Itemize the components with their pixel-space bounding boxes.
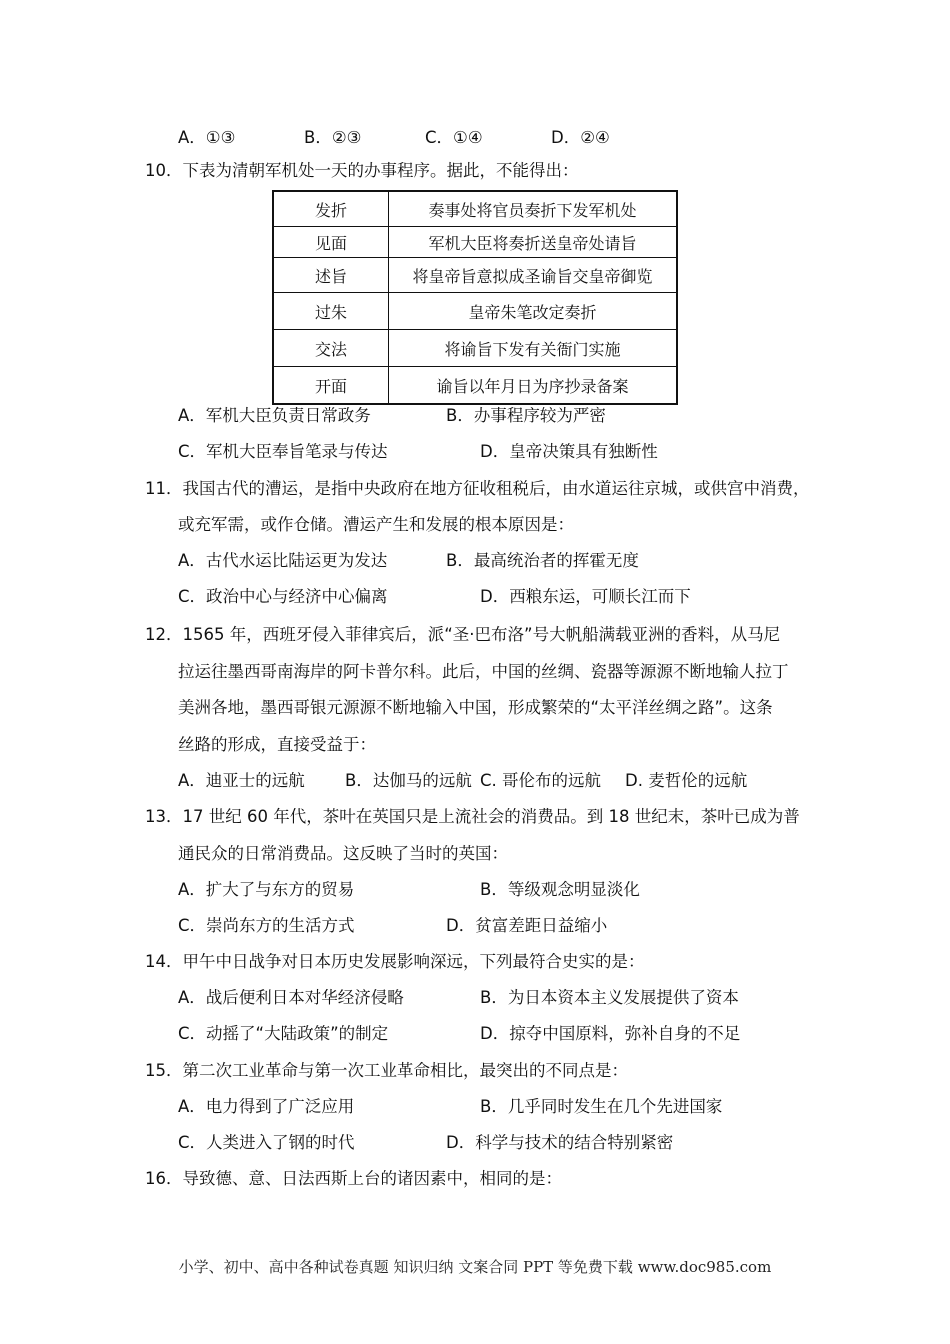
q13-option-c: C．崇尚东方的生活方式 [178,916,355,935]
q14-stem: 14．甲午中日战争对日本历史发展影响深远，下列最符合史实的是： [145,952,645,971]
table-cell: 将谕旨下发有关衙门实施 [389,330,678,367]
q9-option-a: A．①③ [178,128,236,147]
q14-option-c: C．动摇了“大陆政策”的制定 [178,1024,389,1043]
q12-option-a: A．迪亚士的远航 [178,771,305,790]
q11-stem-line-2: 或充军需，或作仓储。漕运产生和发展的根本原因是： [178,515,574,534]
procedure-table [272,190,678,405]
page-footer: 小学、初中、高中各种试卷真题 知识归纳 文案合同 PPT 等免费下载 www.doc985.com [178,1258,772,1276]
q12-option-d: D. 麦哲伦的远航 [625,771,748,790]
q14-option-a: A．战后便利日本对华经济侵略 [178,988,404,1007]
table-row [273,367,677,405]
q10-option-c: C．军机大臣奉旨笔录与传达 [178,442,388,461]
table-cell: 过朱 [273,293,389,330]
q15-stem: 15．第二次工业革命与第一次工业革命相比，最突出的不同点是： [145,1061,628,1080]
q12-stem-line-1: 12．1565 年，西班牙侵入菲律宾后，派“圣·巴布洛”号大帆船满载亚洲的香料，从马尼 [145,625,781,644]
q12-option-c: C. 哥伦布的远航 [480,771,602,790]
table-cell: 见面 [273,227,389,258]
q10-stem: 10．下表为清朝军机处一天的办事程序。据此，不能得出： [145,161,579,180]
q11-option-a: A．古代水运比陆运更为发达 [178,551,388,570]
q13-option-d: D．贫富差距日益缩小 [446,916,608,935]
table-cell: 交法 [273,330,389,367]
q15-option-a: A．电力得到了广泛应用 [178,1097,355,1116]
table-cell: 军机大臣将奏折送皇帝处请旨 [389,227,678,258]
q13-option-b: B．等级观念明显淡化 [480,880,640,899]
table-row [273,293,677,330]
q11-option-b: B．最高统治者的挥霍无度 [446,551,639,570]
q15-option-b: B．几乎同时发生在几个先进国家 [480,1097,723,1116]
table-cell: 奏事处将官员奏折下发军机处 [389,191,678,227]
q12-option-b: B．达伽马的远航 [345,771,472,790]
table-cell: 皇帝朱笔改定奏折 [389,293,678,330]
table-cell: 开面 [273,367,389,405]
q11-option-d: D．西粮东运，可顺长江而下 [480,587,691,606]
q10-option-d: D．皇帝决策具有独断性 [480,442,658,461]
table-cell: 谕旨以年月日为序抄录备案 [389,367,678,405]
q14-option-b: B．为日本资本主义发展提供了资本 [480,988,739,1007]
q16-stem: 16．导致德、意、日法西斯上台的诸因素中，相同的是： [145,1169,562,1188]
q13-stem-line-2: 通民众的日常消费品。这反映了当时的英国： [178,844,508,863]
q10-option-a: A．军机大臣负责日常政务 [178,406,371,425]
q9-option-d: D．②④ [551,128,610,147]
q9-option-b: B．②③ [304,128,362,147]
table-row [273,330,677,367]
table-row [273,258,677,293]
q12-stem-line-4: 丝路的形成，直接受益于： [178,735,376,754]
q9-option-c: C．①④ [425,128,483,147]
table-cell: 发折 [273,191,389,227]
q14-option-d: D．掠夺中国原料，弥补自身的不足 [480,1024,741,1043]
table-row [273,191,677,227]
q15-option-d: D．科学与技术的结合特别紧密 [446,1133,674,1152]
q11-option-c: C．政治中心与经济中心偏离 [178,587,388,606]
q12-stem-line-2: 拉运往墨西哥南海岸的阿卡普尔科。此后，中国的丝绸、瓷器等源源不断地输人拉丁 [178,662,789,681]
table-cell: 述旨 [273,258,389,293]
q15-option-c: C．人类进入了钢的时代 [178,1133,355,1152]
q13-option-a: A．扩大了与东方的贸易 [178,880,355,899]
q12-stem-line-3: 美洲各地，墨西哥银元源源不断地输入中国，形成繁荣的“太平洋丝绸之路”。这条 [178,698,773,717]
q11-stem-line-1: 11．我国古代的漕运，是指中央政府在地方征收租税后，由水道运往京城，或供宫中消费， [145,479,810,498]
table-row [273,227,677,258]
table-cell: 将皇帝旨意拟成圣谕旨交皇帝御览 [389,258,678,293]
q10-option-b: B．办事程序较为严密 [446,406,606,425]
q13-stem-line-1: 13．17 世纪 60 年代，茶叶在英国只是上流社会的消费品。到 18 世纪末，茶叶已成为普 [145,807,800,826]
